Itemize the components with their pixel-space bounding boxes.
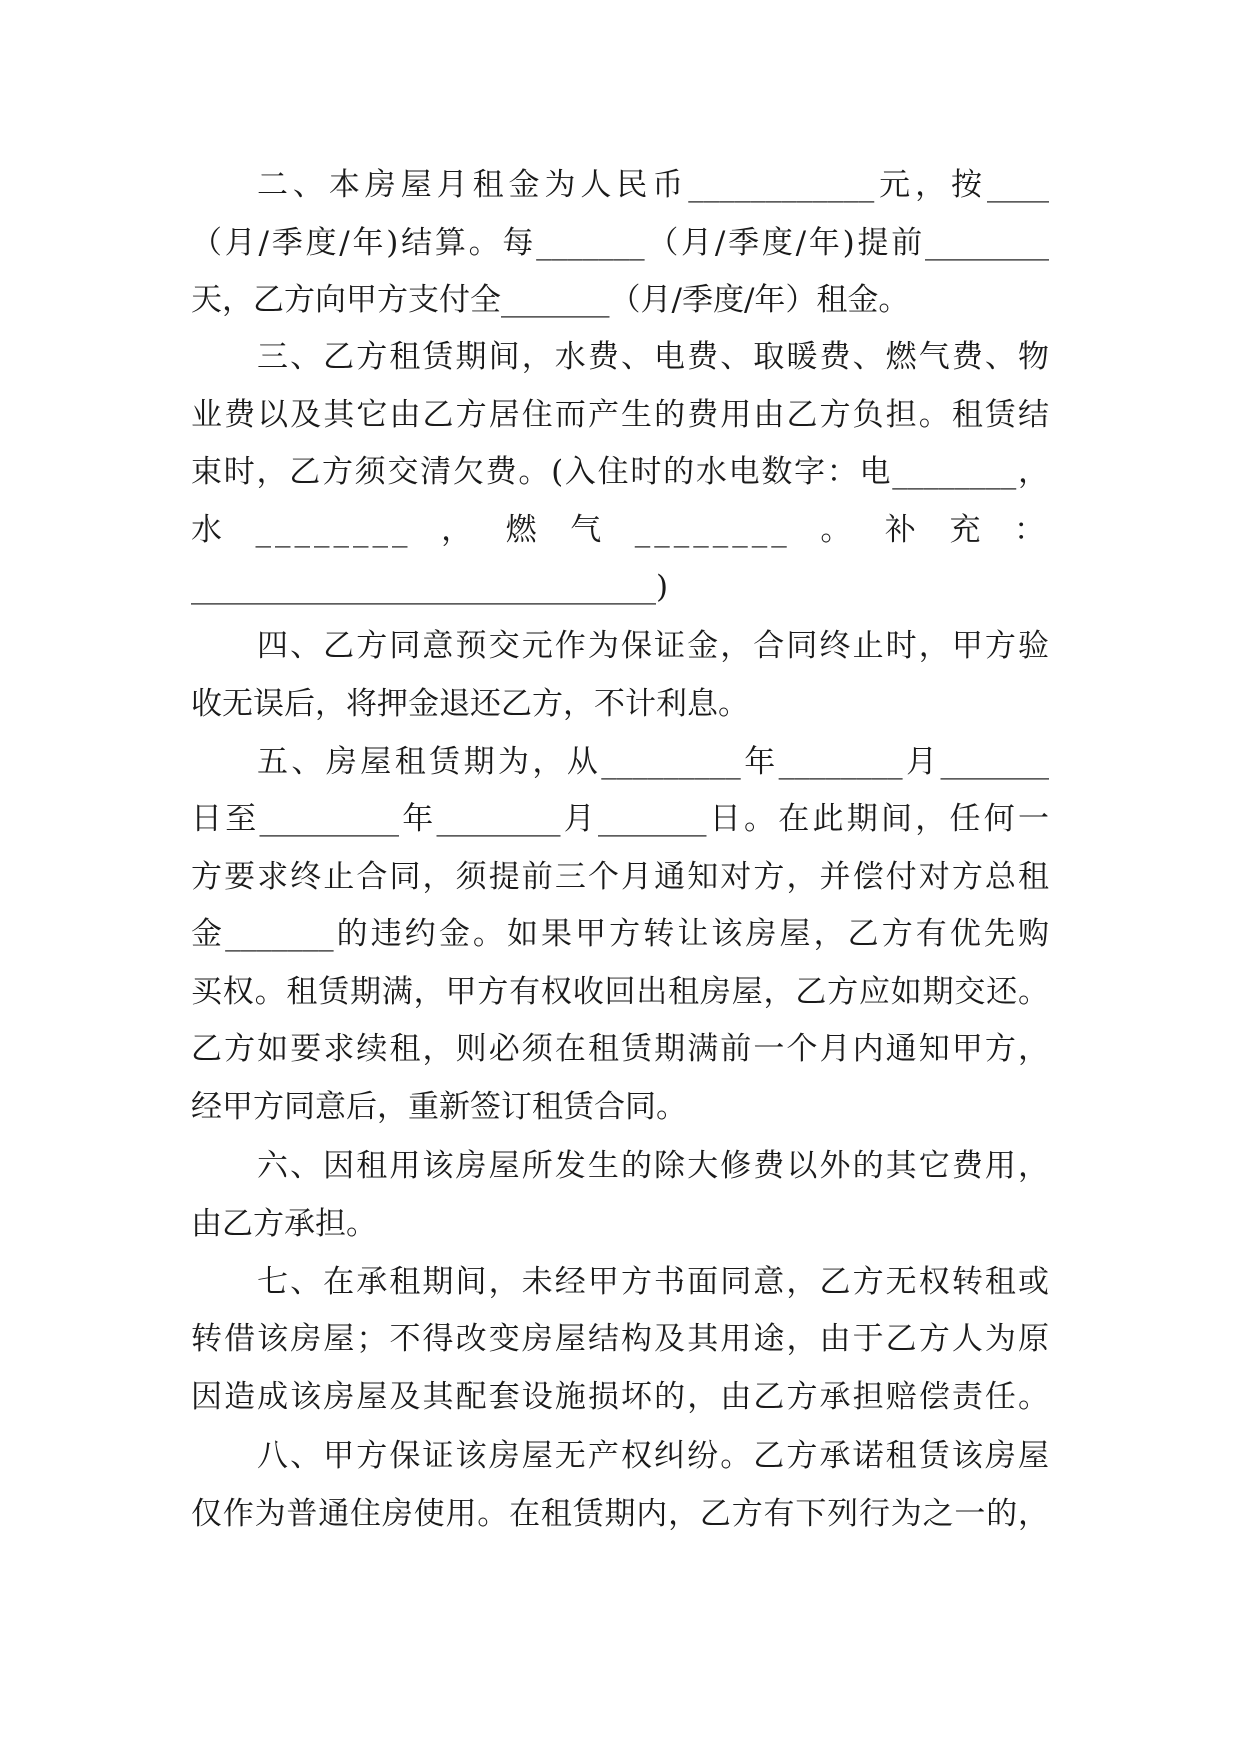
text-line: 经甲方同意后，重新签订租赁合同。 [191, 1089, 687, 1125]
text-line: 收无误后，将押金退还乙方，不计利息。 [191, 686, 749, 722]
text-line: 八、甲方保证该房屋无产权纠纷。乙方承诺租赁该房屋 [257, 1438, 1049, 1474]
text-line: 乙方如要求续租，则必须在租赁期满前一个月内通知甲方， [191, 1031, 1049, 1067]
text-line: 因造成该房屋及其配套设施损坏的，由乙方承担赔偿责任。 [191, 1379, 1049, 1415]
text-line: 仅作为普通住房使用。在租赁期内，乙方有下列行为之一的， [191, 1496, 1049, 1532]
text-line: 五、房屋租赁期为，从_________年________月_______ [257, 744, 1049, 780]
text-line: 六、因租用该房屋所发生的除大修费以外的其它费用， [257, 1148, 1049, 1184]
text-line: 业费以及其它由乙方居住而产生的费用由乙方负担。租赁结 [191, 397, 1049, 433]
text-line: 金_______的违约金。如果甲方转让该房屋，乙方有优先购 [191, 916, 1049, 952]
text-line: 方要求终止合同，须提前三个月通知对方，并偿付对方总租 [191, 859, 1049, 895]
text-line: 转借该房屋；不得改变房屋结构及其用途，由于乙方人为原 [191, 1321, 1049, 1357]
text-line: 七、在承租期间，未经甲方书面同意，乙方无权转租或 [257, 1264, 1049, 1300]
text-line: ______________________________) [191, 569, 669, 605]
text-line: 束时，乙方须交清欠费。(入住时的水电数字：电________， [191, 454, 1049, 490]
text-line: 四、乙方同意预交元作为保证金，合同终止时，甲方验 [257, 628, 1049, 664]
text-line: 日至_________年________月_______日。在此期间，任何一 [191, 801, 1049, 837]
text-line: 二、本房屋月租金为人民币____________元，按____ [257, 167, 1049, 203]
text-line: 买权。租赁期满，甲方有权收回出租房屋，乙方应如期交还。 [191, 974, 1049, 1010]
text-line: （月/季度/年)结算。每_______（月/季度/年)提前________ [191, 225, 1049, 261]
text-line: 三、乙方租赁期间，水费、电费、取暖费、燃气费、物 [257, 339, 1049, 375]
text-line: 由乙方承担。 [191, 1206, 377, 1242]
text-line: 天，乙方向甲方支付全_______（月/季度/年）租金。 [191, 282, 910, 318]
text-line: 水________，燃气________。补充： [191, 512, 1049, 548]
